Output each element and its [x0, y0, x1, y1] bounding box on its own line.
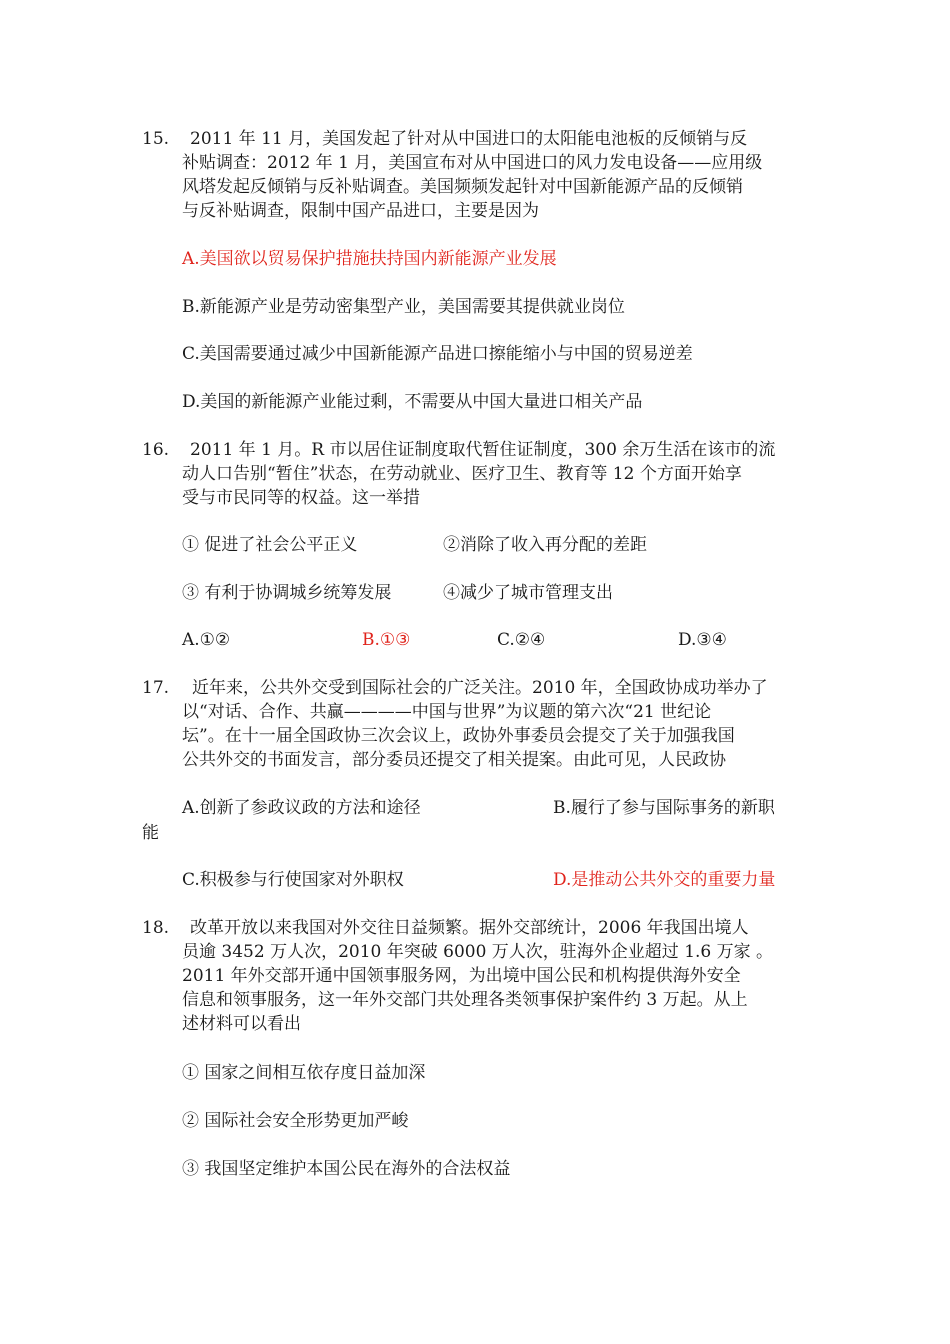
- option-d: D.美国的新能源产业能过剩，不需要从中国大量进口相关产品: [182, 392, 643, 412]
- question-stem-line: 信息和领事服务，这一年外交部门共处理各类领事保护案件约 3 万起。从上: [182, 990, 748, 1010]
- statement-item: ③ 我国坚定维护本国公民在海外的合法权益: [182, 1159, 511, 1179]
- question-number: 15.: [142, 129, 170, 149]
- statement-item: ① 促进了社会公平正义: [182, 535, 358, 555]
- option-d-answer: D.是推动公共外交的重要力量: [553, 870, 776, 890]
- question-stem-line: 2011 年外交部开通中国领事服务网，为出境中国公民和机构提供海外安全: [182, 966, 741, 986]
- option-c: C.积极参与行使国家对外职权: [182, 870, 404, 890]
- question-number: 16.: [142, 440, 170, 460]
- option-a: A.创新了参政议政的方法和途径: [182, 798, 421, 818]
- question-stem-line: 员逾 3452 万人次，2010 年突破 6000 万人次，驻海外企业超过 1.6 万家 。: [182, 942, 774, 962]
- question-stem-line: 受与市民同等的权益。这一举措: [182, 488, 420, 508]
- question-stem-line: 动人口告别“暂住”状态，在劳动就业、医疗卫生、教育等 12 个方面开始享: [182, 464, 742, 484]
- question-stem-line: 以“对话、合作、共赢————中国与世界”为议题的第六次“21 世纪论: [182, 702, 712, 722]
- statement-item: ②消除了收入再分配的差距: [443, 535, 647, 555]
- option-c: C.②④: [497, 630, 546, 650]
- question-stem-line: 改革开放以来我国对外交往日益频繁。据外交部统计，2006 年我国出境人: [190, 918, 749, 938]
- question-number: 17.: [142, 678, 170, 698]
- statement-item: ③ 有利于协调城乡统筹发展: [182, 583, 392, 603]
- option-b-continued: 能: [142, 823, 159, 843]
- question-stem-line: 公共外交的书面发言，部分委员还提交了相关提案。由此可见，人民政协: [182, 750, 726, 770]
- option-b: B.履行了参与国际事务的新职: [553, 798, 775, 818]
- question-stem-line: 2011 年 11 月，美国发起了针对从中国进口的太阳能电池板的反倾销与反: [190, 129, 748, 149]
- option-a: A.①②: [182, 630, 231, 650]
- statement-item: ② 国际社会安全形势更加严峻: [182, 1111, 409, 1131]
- question-stem-line: 坛”。在十一届全国政协三次会议上，政协外事委员会提交了关于加强我国: [182, 726, 735, 746]
- option-a-answer: A.美国欲以贸易保护措施扶持国内新能源产业发展: [182, 249, 557, 269]
- question-stem-line: 近年来，公共外交受到国际社会的广泛关注。2010 年，全国政协成功举办了: [192, 678, 768, 698]
- statement-item: ① 国家之间相互依存度日益加深: [182, 1063, 426, 1083]
- question-stem-line: 与反补贴调查，限制中国产品进口，主要是因为: [182, 201, 539, 221]
- question-stem-line: 2011 年 1 月。R 市以居住证制度取代暂住证制度，300 余万生活在该市的流: [190, 440, 776, 460]
- question-stem-line: 风塔发起反倾销与反补贴调查。美国频频发起针对中国新能源产品的反倾销: [182, 177, 743, 197]
- question-stem-line: 补贴调查：2012 年 1 月，美国宣布对从中国进口的风力发电设备——应用级: [182, 153, 763, 173]
- question-stem-line: 述材料可以看出: [182, 1014, 301, 1034]
- statement-item: ④减少了城市管理支出: [443, 583, 613, 603]
- option-b-answer: B.①③: [362, 630, 411, 650]
- question-number: 18.: [142, 918, 170, 938]
- option-d: D.③④: [678, 630, 727, 650]
- option-b: B.新能源产业是劳动密集型产业，美国需要其提供就业岗位: [182, 297, 625, 317]
- option-c: C.美国需要通过减少中国新能源产品进口擦能缩小与中国的贸易逆差: [182, 344, 693, 364]
